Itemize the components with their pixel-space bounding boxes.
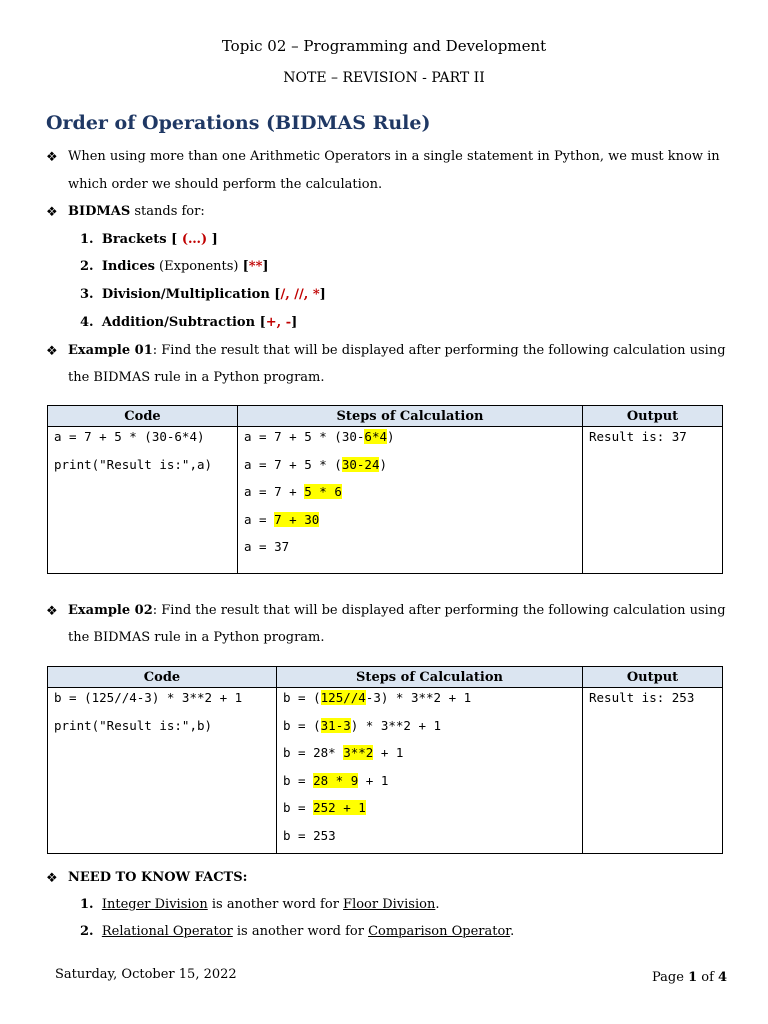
diamond-bullet-icon: ❖	[46, 344, 58, 359]
step-line: b = (31-3) * 3**2 + 1	[283, 717, 442, 733]
step-line: b = (125//4-3) * 3**2 + 1	[283, 690, 472, 705]
column-header-steps: Steps of Calculation	[277, 667, 583, 688]
output-cell	[583, 427, 723, 574]
step-line: b = 28 * 9 + 1	[283, 772, 389, 788]
code-line: b = (125//4-3) * 3**2 + 1	[54, 690, 243, 705]
fact-item-2: 2. Relational Operator is another word for Comparison Operator.	[80, 924, 515, 939]
step-line: b = 28* 3**2 + 1	[283, 745, 404, 760]
column-header-output: Output	[583, 667, 723, 688]
highlight: 28 * 9	[313, 772, 359, 788]
fact-item-1: 1. Integer Division is another word for Floor Division.	[80, 897, 440, 912]
highlight: 31-3	[320, 717, 351, 733]
step-line: a = 7 + 30	[244, 511, 320, 527]
step-line: a = 7 + 5 * 6	[244, 484, 342, 499]
example1-label: Example 01	[68, 343, 153, 358]
highlight: 7 + 30	[274, 511, 320, 527]
bidmas-item-brackets: 1. Brackets [ (…) ]	[80, 232, 218, 247]
diamond-bullet-icon: ❖	[46, 205, 58, 220]
output-cell	[583, 688, 723, 854]
document-title: Topic 02 – Programming and Development	[221, 37, 547, 55]
code-cell	[48, 688, 277, 854]
column-header-code: Code	[48, 406, 238, 427]
footer-date: Saturday, October 15, 2022	[55, 967, 237, 982]
page-number: Page 1 of 4	[652, 970, 728, 985]
code-line: a = 7 + 5 * (30-6*4)	[54, 429, 205, 444]
example2-table	[47, 666, 723, 854]
highlight: 5 * 6	[304, 484, 342, 499]
bidmas-item-addition: 4. Addition/Subtraction [+, -]	[80, 315, 298, 330]
bidmas-term: BIDMAS	[68, 204, 131, 219]
output-line: Result is: 37	[589, 429, 687, 444]
facts-title: NEED TO KNOW FACTS:	[68, 870, 248, 885]
step-line: a = 7 + 5 * (30-6*4)	[244, 429, 395, 444]
column-header-output: Output	[583, 406, 723, 427]
example1-table	[47, 405, 723, 574]
highlight: 125//4	[320, 690, 366, 705]
diamond-bullet-icon: ❖	[46, 604, 58, 619]
diamond-bullet-icon: ❖	[46, 871, 58, 886]
code-cell	[48, 427, 238, 574]
code-line: print("Result is:",b)	[54, 717, 213, 733]
bidmas-rest: stands for:	[130, 204, 205, 219]
example1-text: Example 01: Find the result that will be displayed after performing the following calculation using	[68, 343, 726, 358]
output-line: Result is: 253	[589, 690, 695, 705]
highlight: 252 + 1	[313, 800, 366, 815]
document-subtitle: NOTE – REVISION - PART II	[283, 70, 485, 86]
step-line: a = 7 + 5 * (30-24)	[244, 456, 388, 472]
column-header-steps: Steps of Calculation	[238, 406, 583, 427]
section-title: Order of Operations (BIDMAS Rule)	[46, 112, 431, 134]
step-line: b = 253	[283, 827, 336, 843]
step-line: b = 252 + 1	[283, 800, 366, 815]
bidmas-line	[68, 203, 205, 221]
code-line: print("Result is:",a)	[54, 456, 213, 472]
column-header-code: Code	[48, 667, 277, 688]
steps-cell	[277, 688, 583, 854]
highlight: 3**2	[343, 745, 374, 760]
example2-text-2: the BIDMAS rule in a Python program.	[68, 630, 325, 645]
diamond-bullet-icon: ❖	[46, 150, 58, 165]
intro-line-1: When using more than one Arithmetic Operators in a single statement in Python, we must know in	[68, 149, 720, 164]
highlight: 30-24	[341, 456, 380, 472]
example1-text-2: the BIDMAS rule in a Python program.	[68, 370, 325, 385]
step-line: a = 37	[244, 539, 290, 554]
intro-line-2: which order we should perform the calculation.	[68, 177, 383, 192]
example2-text: Example 02: Find the result that will be displayed after performing the following calculation using	[68, 603, 726, 618]
bidmas-item-indices: 2. Indices (Exponents) [**]	[80, 259, 269, 274]
bidmas-item-division: 3. Division/Multiplication [/, //, *]	[80, 287, 326, 302]
highlight: 6*4	[364, 429, 387, 444]
steps-cell	[238, 427, 583, 574]
example2-label: Example 02	[68, 603, 153, 618]
